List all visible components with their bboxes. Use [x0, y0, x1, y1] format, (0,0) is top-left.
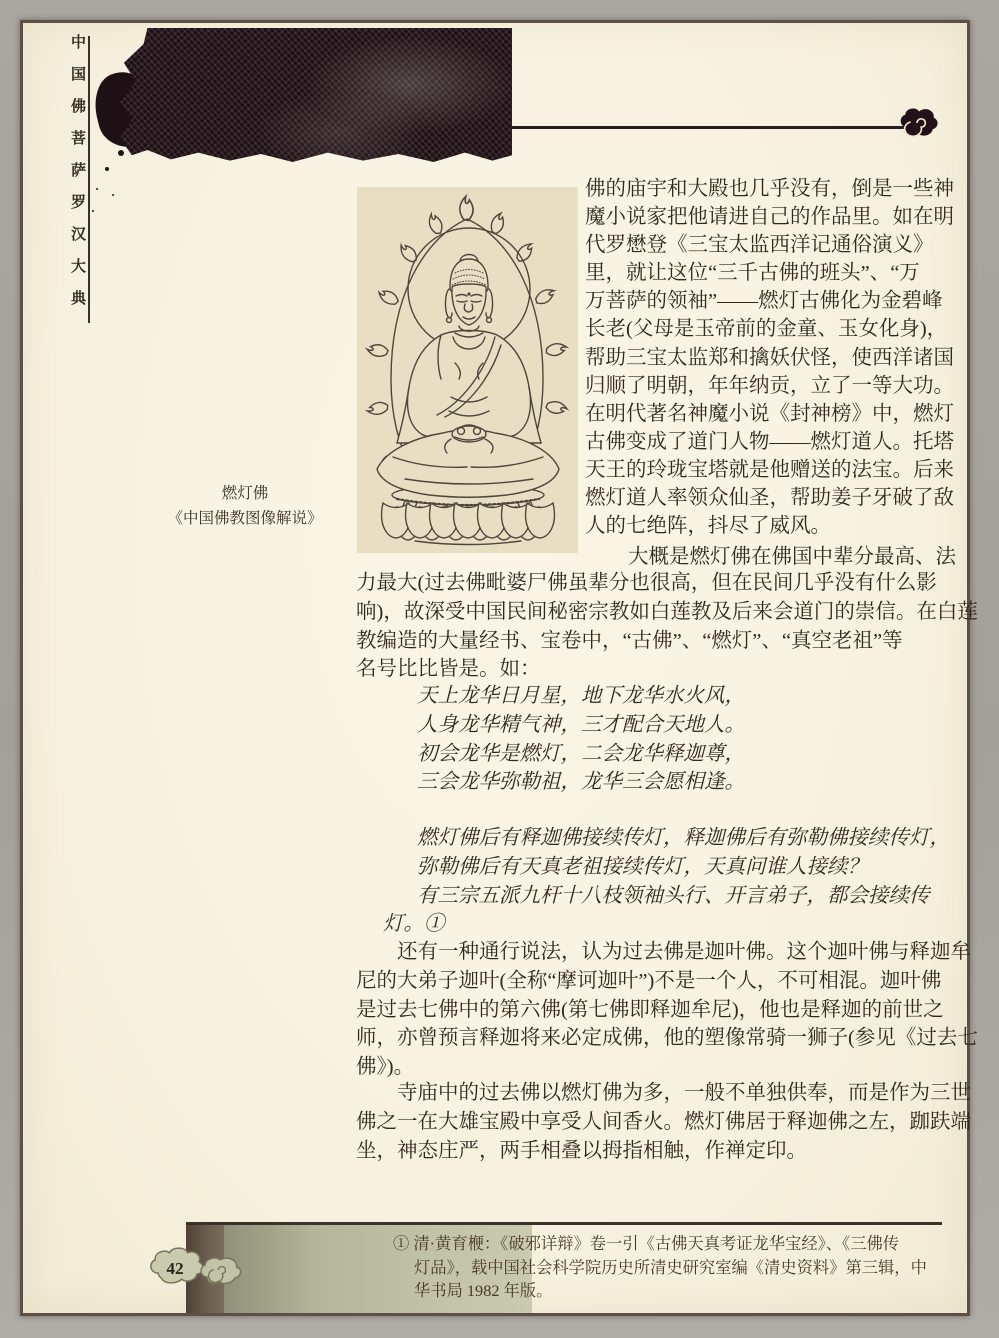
- illustration-caption: [138, 482, 352, 532]
- text-line: 佛》)。: [356, 1056, 415, 1079]
- text-line: 还有一种通行说法，认为过去佛是迦叶佛。这个迦叶佛与释迦牟: [397, 941, 971, 963]
- text-line: 佛的庙宇和大殿也几乎没有，倒是一些神: [585, 178, 954, 200]
- text-line: 人的七绝阵，抖尽了威风。: [585, 515, 831, 538]
- buddha-illustration: [357, 187, 578, 553]
- scripture-quote-block: [383, 824, 950, 939]
- footnote-line: ① 清·黄育楩：《破邪详辩》卷一引《古佛天真考证龙华宝经》、《三佛传: [393, 1234, 900, 1253]
- caption-source: 《中国佛教图像解说》: [167, 510, 323, 527]
- paragraph3-lines: [356, 938, 978, 1082]
- longhua-poem-block: [417, 682, 745, 797]
- text-line: 归顺了明朝，年年纳贡，立了一等大功。: [585, 374, 954, 397]
- text-line: 在明代著名神魔小说《封神榜》中，燃灯: [585, 402, 954, 425]
- text-line: 是过去七佛中的第六佛(第七佛即释迦牟尼)，他也是释迦的前世之: [356, 998, 944, 1021]
- footnote-text: [393, 1232, 927, 1303]
- text-line: 名号比比皆是。如：: [356, 658, 541, 681]
- buddha-line-drawing-icon: [357, 187, 578, 553]
- quote-line: 燃灯佛后有释迦佛接续传灯，释迦佛后有弥勒佛接续传灯，: [417, 827, 950, 849]
- footnote-line: 灯品》，载中国社会科学院历史所清史研究室编《清史资料》第三辑，中: [414, 1257, 927, 1277]
- text-line: 代罗懋登《三宝太监西洋记通俗演义》: [585, 234, 934, 257]
- text-line: 力最大(过去佛毗婆尸佛虽辈分也很高，但在民间几乎没有什么影: [356, 572, 937, 594]
- paragraph2-lines: [356, 569, 978, 684]
- page-number-cloud-icon: [144, 1242, 258, 1292]
- quote-line: 灯。①: [383, 913, 445, 936]
- text-line: 响)，故深受中国民间秘密宗教如白莲教及后来会道门的崇信。在白莲: [356, 600, 978, 623]
- spine-divider-line: [88, 36, 90, 323]
- intro-paragraph-column: [585, 175, 961, 540]
- text-line: 长老(父母是玉帝前的金童、玉女化身)，: [585, 318, 948, 341]
- poem-line: 三会龙华弥勒祖，龙华三会愿相逢。: [417, 771, 745, 794]
- book-spine-title: 中国佛菩萨罗汉大典: [69, 34, 85, 322]
- page-number: 42: [166, 1259, 184, 1279]
- quote-line: 弥勒佛后有天真老祖接续传灯，天真问谁人接续？: [417, 855, 868, 878]
- text-line: 师，亦曾预言释迦将来必定成佛，他的塑像常骑一狮子(参见《过去七: [356, 1027, 978, 1050]
- text-line: 魔小说家把他请进自己的作品里。如在明: [585, 206, 954, 229]
- footnote-line: 华书局 1982 年版。: [414, 1281, 553, 1300]
- paragraph2-first-line: 大概是燃灯佛在佛国中辈分最高、法: [628, 546, 956, 568]
- quote-line: 有三宗五派九杆十八枝领袖头行、开言弟子，都会接续传: [417, 884, 930, 907]
- header-ink-block: [120, 28, 512, 162]
- text-line: 燃灯道人率领众仙圣，帮助姜子牙破了敌: [585, 487, 954, 510]
- text-line: 里，就让这位“三千古佛的班头”、“万: [585, 262, 920, 285]
- text-line: 寺庙中的过去佛以燃灯佛为多，一般不单独供奉，而是作为三世: [397, 1082, 971, 1104]
- text-line: 佛之一在大雄宝殿中享受人间香火。燃灯佛居于释迦佛之左，跏趺端: [356, 1110, 971, 1133]
- header-ink-specks: [118, 150, 124, 156]
- poem-line: 天上龙华日月星，地下龙华水火风，: [417, 685, 745, 707]
- caption-title: 燃灯佛: [221, 485, 269, 502]
- poem-line: 初会龙华是燃灯，二会龙华释迦尊，: [417, 742, 745, 765]
- text-line: 天王的玲珑宝塔就是他赠送的法宝。后来: [585, 458, 954, 481]
- text-line: 坐，神态庄严，两手相叠以拇指相触，作禅定印。: [356, 1139, 807, 1162]
- text-line: 万菩萨的领袖”——燃灯古佛化为金碧峰: [585, 290, 943, 313]
- poem-line: 人身龙华精气神，三才配合天地人。: [417, 713, 745, 736]
- paragraph4-lines: [356, 1079, 971, 1165]
- text-line: 古佛变成了道门人物——燃灯道人。托塔: [585, 430, 954, 453]
- text-line: 尼的大弟子迦叶(全称“摩诃迦叶”)不是一个人，不可相混。迦叶佛: [356, 969, 942, 992]
- cloud-ornament-icon: [897, 104, 939, 142]
- text-line: 帮助三宝太监郑和擒妖伏怪，使西洋诸国: [585, 346, 954, 369]
- text-line: 教编造的大量经书、宝卷中，“古佛”、“燃灯”、“真空老祖”等: [356, 629, 903, 652]
